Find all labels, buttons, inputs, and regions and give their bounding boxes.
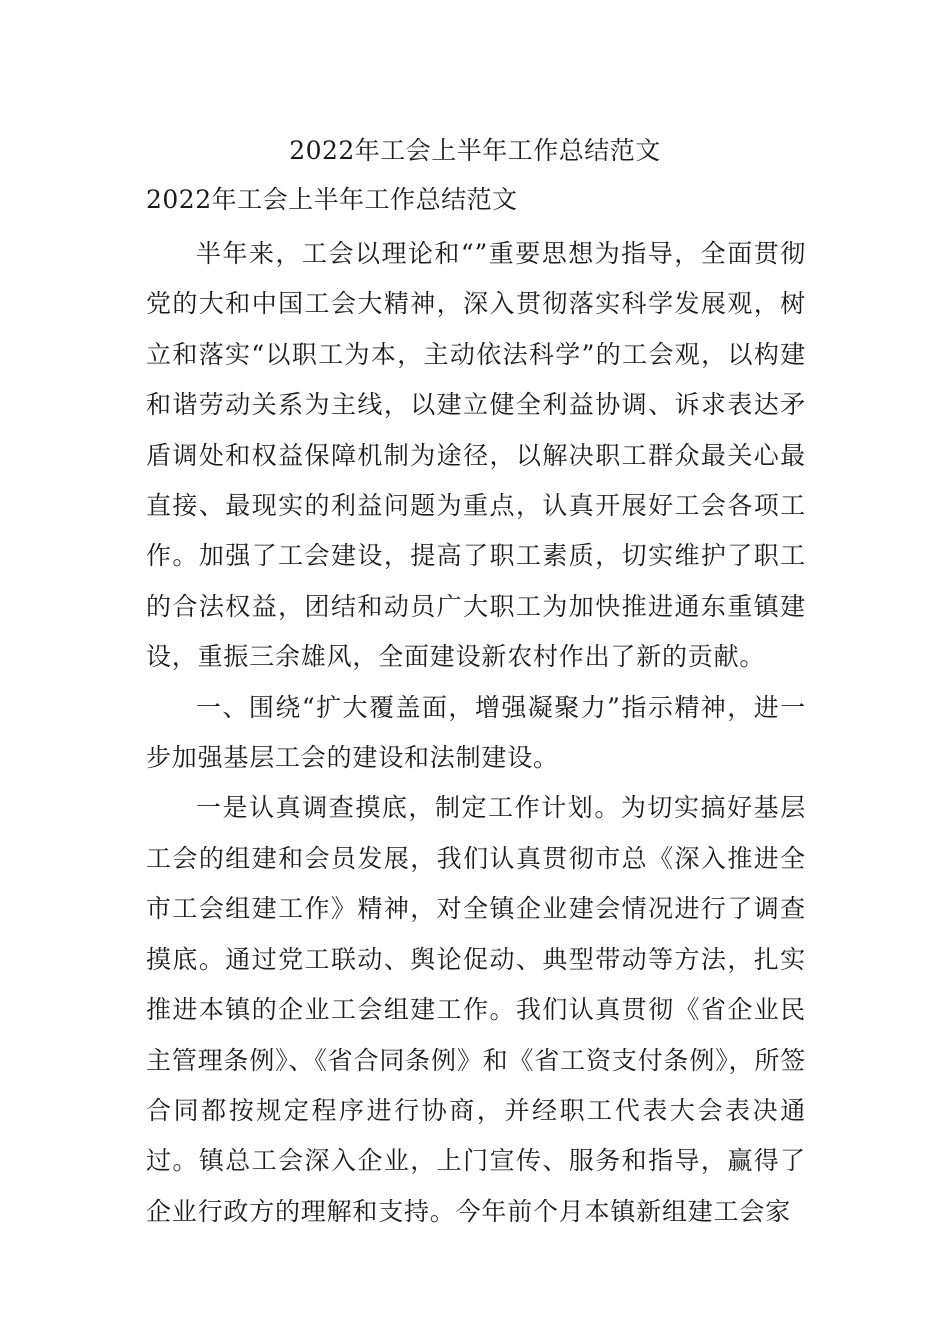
paragraph-point-one: 一是认真调查摸底，制定工作计划。为切实搞好基层工会的组建和会员发展，我们认真贯彻市总《深入推进全市工会组建工作》精神，对全镇企业建会情况进行了调查摸底。通过党工联动、舆论促动、典型带动等方法，扎实推进本镇的企业工会组建工作。我们认真贯彻《省企业民主管理条例》、《省合同条例》和《省工资支付条例》，所签合同都按规定程序进行协商，并经职工代表大会表决通过。镇总工会深入企业，上门宣传、服务和指导，赢得了企业行政方的理解和支持。今年前个月本镇新组建工会家 [146, 793, 806, 1226]
document-subtitle: 2022年工会上半年工作总结范文 [146, 185, 518, 214]
document-title: 2022年工会上半年工作总结范文 [289, 136, 661, 165]
paragraph-section-heading: 一、围绕“扩大覆盖面，增强凝聚力”指示精神，进一步加强基层工会的建设和法制建设。 [146, 692, 806, 773]
document-body [146, 229, 806, 1237]
paragraph-intro: 半年来，工会以理论和“”重要思想为指导，全面贯彻党的大和中国工会大精神，深入贯彻落实科学发展观，树立和落实“以职工为本，主动依法科学”的工会观，以构建和谐劳动关系为主线，以建立健全利益协调、诉求表达矛盾调处和权益保障机制为途径，以解决职工群众最关心最直接、最现实的利益问题为重点，认真开展好工会各项工作。加强了工会建设，提高了职工素质，切实维护了职工的合法权益，团结和动员广大职工为加快推进通东重镇建设，重振三余雄风，全面建设新农村作出了新的贡献。 [146, 239, 806, 672]
